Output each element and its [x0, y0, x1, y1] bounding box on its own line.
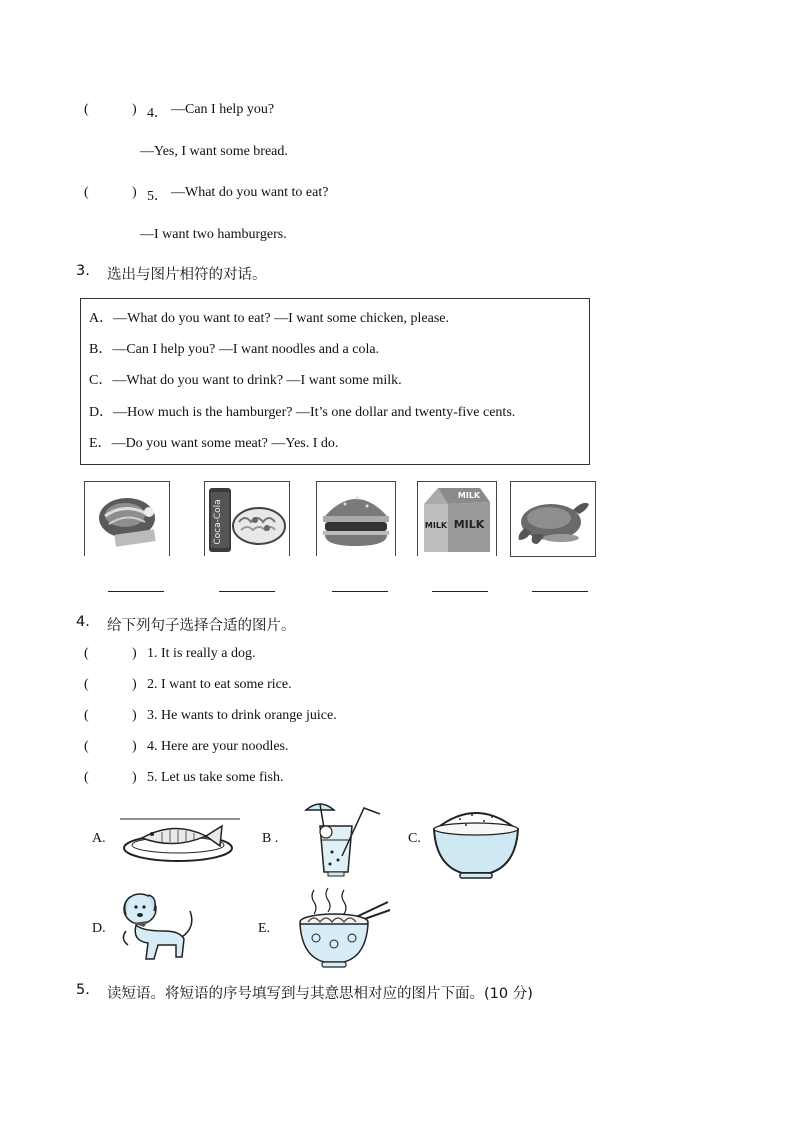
option-text: —How much is the hamburger? —It’s one dollar and twenty-five cents.: [113, 405, 516, 420]
option-text: —What do you want to eat? —I want some chicken, please.: [113, 311, 450, 326]
rice-bowl-icon: [430, 803, 522, 881]
choice-e-label: E.: [258, 921, 271, 936]
question-text: —What do you want to eat?: [171, 185, 329, 200]
answer-paren-close[interactable]: ): [132, 646, 137, 661]
meat-picture: [84, 481, 170, 556]
dialogue-option-a: [89, 307, 449, 327]
option-text: —Do you want some meat? —Yes. I do.: [111, 436, 339, 451]
answer-paren-close[interactable]: ): [132, 677, 137, 692]
section-4-title: 给下列句子选择合适的图片。: [107, 618, 296, 634]
choice-d-label: D.: [92, 921, 106, 936]
dialogue-option-e: [89, 432, 338, 452]
answer-paren-open: (: [84, 739, 89, 754]
section-4-number: 4.: [76, 614, 90, 630]
dog-icon: [118, 887, 200, 967]
cola-noodles-icon: [205, 482, 289, 556]
question-text: —Can I help you?: [171, 102, 275, 117]
answer-paren-open: (: [84, 646, 89, 661]
answer-paren-open: (: [84, 770, 89, 785]
cola-noodles-picture: [204, 481, 290, 556]
sentence-text: 1. It is really a dog.: [147, 646, 256, 661]
option-text: —Can I help you? —I want noodles and a cola.: [112, 342, 380, 357]
roast-chicken-icon: [511, 482, 595, 556]
question-number: 4．: [147, 106, 168, 121]
answer-paren-close[interactable]: ): [132, 185, 137, 200]
answer-paren-close[interactable]: ): [132, 102, 137, 117]
milk-carton-icon: [418, 482, 496, 556]
hamburger-picture: [316, 481, 396, 556]
option-label: A．: [89, 311, 114, 326]
option-label: D．: [89, 405, 114, 420]
chicken-picture: [510, 481, 596, 557]
answer-blank-2[interactable]: [219, 591, 275, 593]
svg-text:MILK: MILK: [453, 518, 485, 531]
svg-text:MILK: MILK: [457, 491, 481, 500]
answer-blank-1[interactable]: [108, 591, 164, 593]
milk-picture: [417, 481, 497, 556]
answer-blank-3[interactable]: [332, 591, 388, 593]
dialogue-option-b: [89, 338, 379, 358]
sentence-text: 3. He wants to drink orange juice.: [147, 708, 337, 723]
answer-text: —I want two hamburgers.: [140, 227, 287, 242]
answer-paren-close[interactable]: ): [132, 770, 137, 785]
sentence-text: 2. I want to eat some rice.: [147, 677, 292, 692]
meat-icon: [85, 482, 169, 556]
sentence-text: 4. Here are your noodles.: [147, 739, 289, 754]
answer-paren-close[interactable]: ): [132, 708, 137, 723]
answer-blank-4[interactable]: [432, 591, 488, 593]
svg-text:Coca-Cola: Coca-Cola: [213, 499, 223, 545]
option-label: B．: [89, 342, 113, 357]
section-5-number: 5.: [76, 982, 90, 998]
hamburger-icon: [317, 482, 395, 556]
dialogue-options-box: [80, 298, 590, 465]
option-label: E．: [89, 436, 112, 451]
option-text: —What do you want to drink? —I want some milk.: [112, 373, 402, 388]
option-label: C．: [89, 373, 113, 388]
choice-a-label: A.: [92, 831, 106, 846]
juice-glass-icon: [302, 796, 388, 882]
answer-text: —Yes, I want some bread.: [140, 144, 288, 159]
section-5-title: 读短语。将短语的序号填写到与其意思相对应的图片下面。(10 分): [107, 986, 533, 1002]
dialogue-option-d: [89, 401, 515, 421]
choice-c-label: C.: [408, 831, 421, 846]
choice-b-label: B .: [262, 831, 279, 846]
answer-paren-close[interactable]: ): [132, 739, 137, 754]
svg-text:MILK: MILK: [424, 521, 448, 530]
answer-paren-open: (: [84, 677, 89, 692]
section-3-title: 选出与图片相符的对话。: [107, 267, 267, 283]
answer-blank-5[interactable]: [532, 591, 588, 593]
fish-plate-icon: [118, 812, 242, 866]
answer-paren-open: (: [84, 102, 89, 117]
section-3-number: 3.: [76, 263, 90, 279]
noodle-bowl-icon: [294, 886, 392, 972]
sentence-text: 5. Let us take some fish.: [147, 770, 284, 785]
dialogue-option-c: [89, 369, 402, 389]
answer-paren-open: (: [84, 708, 89, 723]
question-number: 5．: [147, 189, 168, 204]
answer-paren-open: (: [84, 185, 89, 200]
